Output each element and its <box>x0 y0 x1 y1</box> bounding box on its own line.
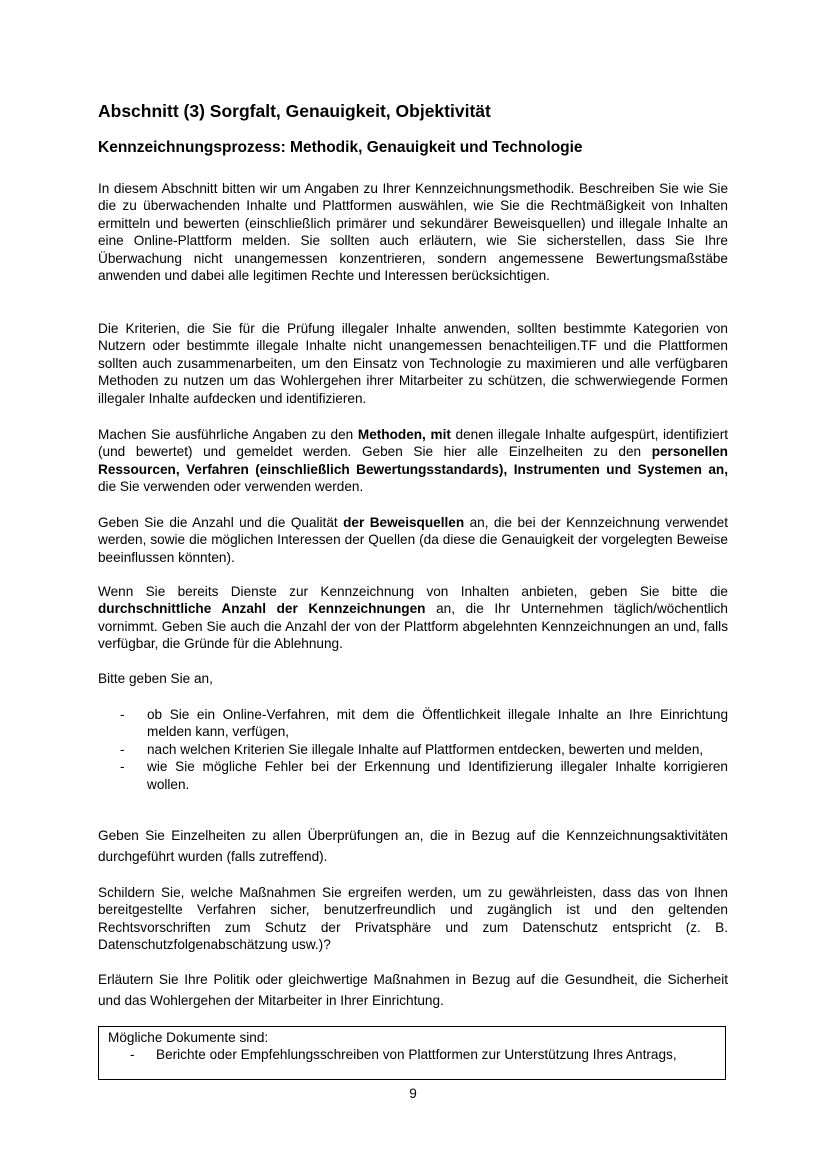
paragraph-criteria: Die Kriterien, die Sie für die Prüfung illegaler Inhalte anwenden, sollten bestimmte Kategorien von Nutzern oder bestimmte illegale Inhalte nicht unangemessen benachteiligen.TF und die Plattformen sollten auch zusammenarbeiten, um den Einsatz von Technologie zu maximieren und alle verfügbaren Methoden zu nutzen um das Wohlergehen ihrer Mitarbeiter zu schützen, die schwerwiegende Formen illegaler Inhalte aufdecken und identifizieren. <box>98 321 728 406</box>
list-item <box>99 1046 719 1063</box>
bullet-dash: - <box>120 741 125 757</box>
bullet-dash: - <box>130 1047 135 1062</box>
text-run: die Sie verwenden oder verwenden werden. <box>98 479 364 495</box>
text-run: an, die bei der Kennzeichnung verwendet werden, sowie die möglichen Interessen der Quellen (da diese die Genauigkeit der vorgelegten Beweise beeinflussen könnten). <box>98 515 728 565</box>
page-number: 9 <box>409 1086 417 1101</box>
text-run: denen illegale Inhalte aufgespürt, identifiziert (und bewertet) und gemeldet werden. Geben Sie hier alle Einzelheiten zu den <box>98 427 729 460</box>
list-item-text: Berichte oder Empfehlungsschreiben von Plattformen zur Unterstützung Ihres Antrags, <box>156 1047 677 1062</box>
list-item-text: nach welchen Kriterien Sie illegale Inhalte auf Plattformen entdecken, bewerten und melden, <box>147 741 704 757</box>
list-item-text: wie Sie mögliche Fehler bei der Erkennung und Identifizierung illegaler Inhalte korrigieren wollen. <box>147 759 728 792</box>
paragraph-methods <box>98 426 728 496</box>
bullet-dash: - <box>120 707 125 722</box>
text-run: an, die Ihr Unternehmen täglich/wöchentlich vornimmt. Geben Sie auch die Anzahl der von der Plattform abgelehnten Kennzeichnungen an und, falls verfügbar, die Gründe für die Ablehnung. <box>98 601 728 652</box>
text-run: Wenn Sie bereits Dienste zur Kennzeichnung von Inhalten anbieten, geben Sie bitte die <box>98 584 728 599</box>
possible-documents-box <box>98 1026 726 1080</box>
paragraph-methodology: In diesem Abschnitt bitten wir um Angaben zu Ihrer Kennzeichnungsmethodik. Beschreiben Sie wie Sie die zu überwachenden Inhalte und Plattformen auswählen, wie Sie die Rechtmäßigkeit von Inhalten ermitteln und bewerten (einschließlich primärer und sekundärer Beweisquellen) und illegale Inhalte an eine Online-Plattform melden. Sie sollten auch erläutern, wie Sie sicherstellen, dass Sie Ihre Überwachung nicht unangemessen konzentrieren, sondern angemessene Bewertungsmaßstäbe anwenden und dabei alle legitimen Rechte und Interessen berücksichtigen. <box>98 181 728 284</box>
paragraph-flag-count <box>98 583 728 653</box>
bold-text: personellen Ressourcen, Verfahren (einschließlich Bewertungsstandards), Instrumenten und Systemen an, <box>98 444 728 477</box>
paragraph-reviews: Geben Sie Einzelheiten zu allen Überprüfungen an, die in Bezug auf die Kennzeichnungsaktivitäten durchgeführt wurden (falls zutreffend). <box>98 828 728 864</box>
text-run: Geben Sie die Anzahl und die Qualität <box>98 515 344 530</box>
list-item <box>98 758 728 793</box>
paragraph-privacy: Schildern Sie, welche Maßnahmen Sie ergreifen werden, um zu gewährleisten, dass das von Ihnen bereitgestellte Verfahren sicher, benutzerfreundlich und zugänglich ist und den geltenden Rechtsvorschriften zum Schutz der Privatsphäre und zum Datenschutz entspricht (z. B. Datenschutzfolgenabschätzung usw.)? <box>98 885 728 953</box>
requirements-list <box>98 706 728 793</box>
box-title: Mögliche Dokumente sind: <box>108 1030 269 1045</box>
bold-text: der Beweisquellen <box>343 515 465 530</box>
bold-text: Methoden, mit <box>357 427 451 442</box>
box-list <box>99 1046 719 1063</box>
bold-text: durchschnittliche Anzahl der Kennzeichnungen <box>98 601 426 617</box>
section-title: Abschnitt (3) Sorgfalt, Genauigkeit, Objektivität <box>98 101 491 121</box>
paragraph-evidence-sources <box>98 514 728 566</box>
list-item <box>98 741 728 758</box>
subsection-title: Kennzeichnungsprozess: Methodik, Genauigkeit und Technologie <box>98 139 583 156</box>
list-item <box>98 706 728 741</box>
paragraph-please-state: Bitte geben Sie an, <box>98 671 213 686</box>
text-run: Machen Sie ausführliche Angaben zu den <box>98 427 358 442</box>
paragraph-wellbeing: Erläutern Sie Ihre Politik oder gleichwertige Maßnahmen in Bezug auf die Gesundheit, die Sicherheit und das Wohlergehen der Mitarbeiter in Ihrer Einrichtung. <box>98 972 728 1008</box>
bullet-dash: - <box>120 759 125 775</box>
list-item-text: ob Sie ein Online-Verfahren, mit dem die Öffentlichkeit illegale Inhalte an Ihre Einrichtung melden kann, verfügen, <box>147 707 728 740</box>
